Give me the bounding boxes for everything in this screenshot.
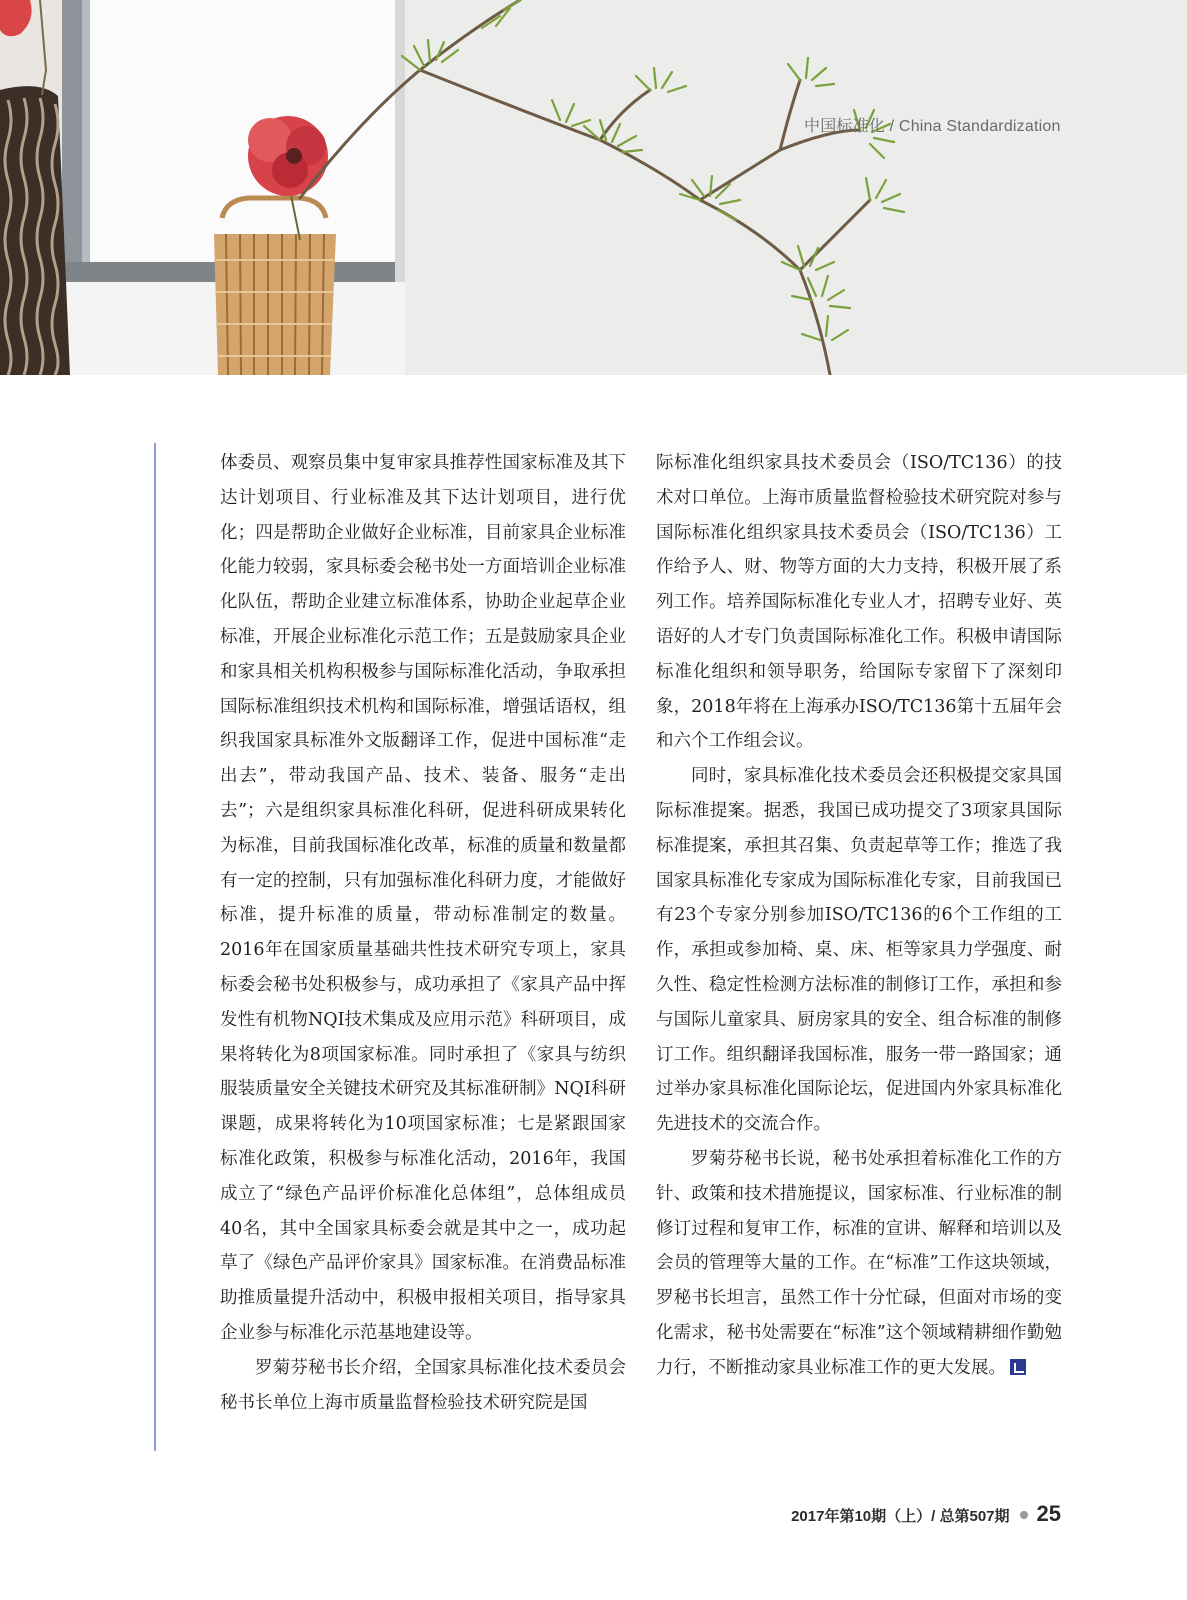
page-footer — [791, 1501, 1061, 1527]
article-end-icon — [1010, 1359, 1026, 1375]
paragraph: 罗菊芬秘书长说，秘书处承担着标准化工作的方针、政策和技术措施提议，国家标准、行业标准的制修订过程和复审工作，标准的宣讲、解释和培训以及会员的管理等大量的工作。在“标准”工作这块领域，罗秘书长坦言，虽然工作十分忙碌，但面对市场的变化需求，秘书处需要在“标准”这个领域精耕细作勤勉力行，不断推动家具业标准工作的更大发展。 — [656, 1148, 1062, 1378]
paragraph: 同时，家具标准化技术委员会还积极提交家具国际标准提案。据悉，我国已成功提交了3项家具国际标准提案，承担其召集、负责起草等工作；推选了我国家具标准化专家成为国际标准化专家，目前我国已有23个专家分别参加ISO/TC136的6个工作组的工作，承担或参加椅、桌、床、柜等家具力学强度、耐久性、稳定性检测方法标准的制修订工作，承担和参与国际儿童家具、厨房家具的安全、组合标准的制修订工作。组织翻译我国标准，服务一带一路国家；通过举办家具标准化国际论坛，促进国内外家具标准化先进技术的交流合作。 — [656, 766, 1062, 1135]
still-life-illustration — [0, 0, 1187, 375]
left-column — [220, 446, 626, 1420]
column-rule — [154, 443, 156, 1451]
paragraph: 体委员、观察员集中复审家具推荐性国家标准及其下达计划项目、行业标准及其下达计划项目，进行优化；四是帮助企业做好企业标准，目前家具企业标准化能力较弱，家具标委会秘书处一方面培训企业标准化队伍，帮助企业建立标准体系，协助企业起草企业标准，开展企业标准化示范工作；五是鼓励家具企业和家具相关机构积极参与国际标准化活动，争取承担国际标准组织技术机构和国际标准，增强话语权，组织我国家具标准外文版翻译工作，促进中国标准“走出去”，带动我国产品、技术、装备、服务“走出去”；六是组织家具标准化科研，促进科研成果转化为标准，目前我国标准化改革，标准的质量和数量都有一定的控制，只有加强标准化科研力度，才能做好标准，提升标准的质量，带动标准制定的数量。2016年在国家质量基础共性技术研究专项上，家具标委会秘书处积极参与，成功承担了《家具产品中挥发性有机物NQI技术集成及应用示范》科研项目，成果将转化为8项国家标准。同时承担了《家具与纺织服装质量安全关键技术研究及其标准研制》NQI科研课题，成果将转化为10项国家标准；七是紧跟国家标准化政策，积极参与标准化活动，2016年，我国成立了“绿色产品评价标准化总体组”，总体组成员40名，其中全国家具标委会就是其中之一，成功起草了《绿色产品评价家具》国家标准。在消费品标准助推质量提升活动中，积极申报相关项目，指导家具企业参与标准化示范基地建设等。 — [220, 453, 626, 1343]
page-number: 25 — [1036, 1501, 1061, 1526]
header-photo — [0, 0, 1187, 375]
paragraph: 际标准化组织家具技术委员会（ISO/TC136）的技术对口单位。上海市质量监督检验技术研究院对参与国际标准化组织家具技术委员会（ISO/TC136）工作给予人、财、物等方面的大力支持，积极开展了系列工作。培养国际标准化专业人才，招聘专业好、英语好的人才专门负责国际标准化工作。积极申请国际标准化组织和领导职务，给国际专家留下了深刻印象，2018年将在上海承办ISO/TC136第十五届年会和六个工作组会议。 — [656, 453, 1062, 752]
right-column — [656, 446, 1062, 1386]
paragraph: 罗菊芬秘书长介绍，全国家具标准化技术委员会秘书长单位上海市质量监督检验技术研究院是国 — [220, 1357, 626, 1413]
separator-dot-icon — [1020, 1511, 1028, 1519]
issue-info: 2017年第10期（上）/ 总第507期 — [791, 1508, 1010, 1525]
magazine-title: 中国标准化 / China Standardization — [804, 118, 1061, 135]
